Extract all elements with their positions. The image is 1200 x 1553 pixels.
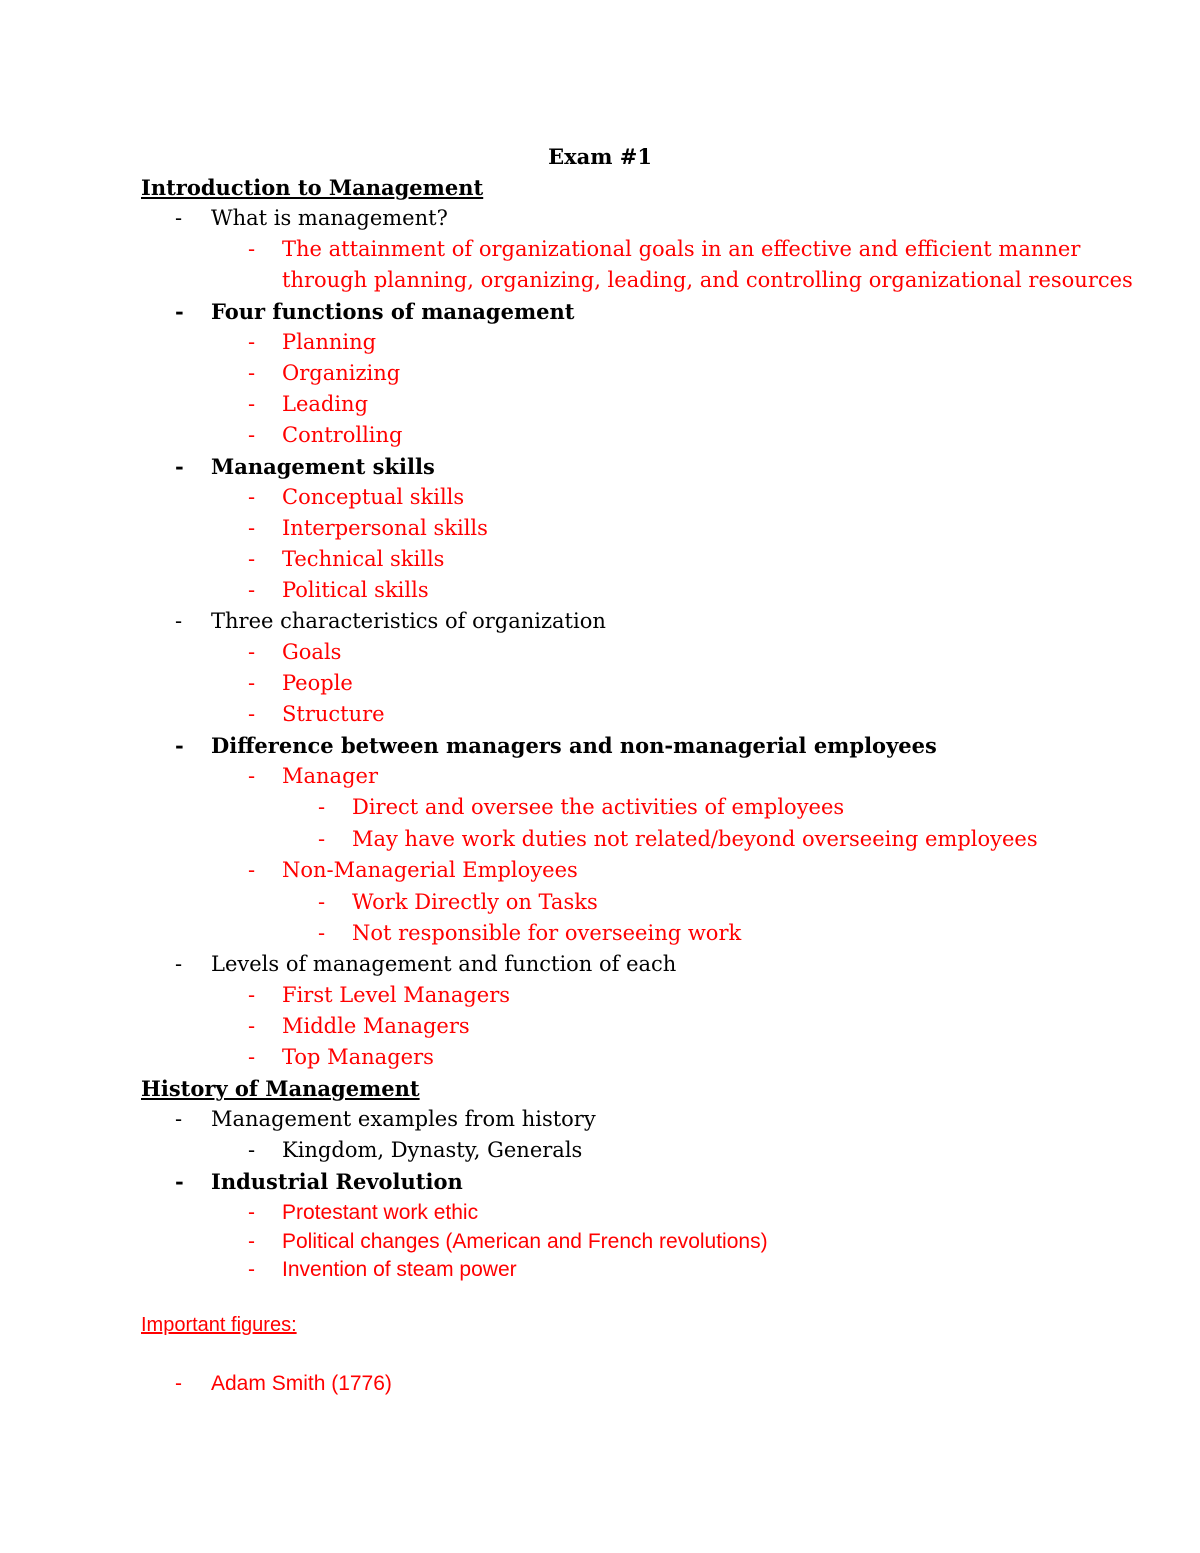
industrial-item: Protestant work ethic (282, 1201, 479, 1224)
non-managerial-point: Work Directly on Tasks (352, 890, 598, 914)
manager-point: May have work duties not related/beyond overseeing employees (352, 827, 1038, 851)
function-item: Planning (282, 330, 377, 354)
section-heading-history: History of Management (141, 1076, 420, 1101)
bullet-dash: - (248, 1045, 256, 1069)
characteristic-item: Goals (282, 640, 342, 664)
bullet-dash: - (248, 1230, 255, 1253)
question-what-is-management: What is management? (211, 206, 448, 230)
non-managerial-point: Not responsible for overseeing work (352, 921, 742, 945)
list-item (0, 1226, 1200, 1257)
list-item (0, 1011, 1200, 1042)
bullet-dash: - (175, 299, 184, 324)
list-item (0, 420, 1200, 451)
characteristic-item: Structure (282, 702, 385, 726)
bullet-dash: - (248, 392, 256, 416)
bullet-dash: - (175, 1169, 184, 1194)
list-item (0, 949, 1200, 980)
bullet-dash: - (248, 702, 256, 726)
definition-line-1: The attainment of organizational goals in an effective and efficient manner (282, 237, 1081, 261)
list-item (0, 918, 1200, 949)
bullet-dash: - (318, 827, 326, 851)
bullet-dash: - (175, 1372, 182, 1395)
skills-heading: Management skills (211, 454, 435, 479)
manager-point: Direct and oversee the activities of employees (352, 795, 845, 819)
level-item: Middle Managers (282, 1014, 470, 1038)
list-item (0, 855, 1200, 886)
definition-line-2: through planning, organizing, leading, and controlling organizational resources (282, 268, 1133, 292)
examples-item: Kingdom, Dynasty, Generals (282, 1138, 583, 1162)
skill-item: Conceptual skills (282, 485, 465, 509)
bullet-dash: - (248, 1258, 255, 1281)
bullet-dash: - (248, 578, 256, 602)
list-item (0, 1042, 1200, 1073)
examples-heading: Management examples from history (211, 1107, 596, 1131)
list-item (0, 887, 1200, 918)
list-item (0, 513, 1200, 544)
skill-item: Political skills (282, 578, 429, 602)
list-item (0, 544, 1200, 575)
non-managerial-label: Non-Managerial Employees (282, 858, 578, 882)
list-item (0, 637, 1200, 668)
list-item (0, 1197, 1200, 1228)
bullet-dash: - (248, 423, 256, 447)
level-item: Top Managers (282, 1045, 434, 1069)
list-item (0, 296, 1200, 327)
list-item (0, 980, 1200, 1011)
bullet-dash: - (248, 671, 256, 695)
industrial-heading: Industrial Revolution (211, 1169, 463, 1194)
list-item (0, 761, 1200, 792)
bullet-dash: - (248, 361, 256, 385)
bullet-dash: - (175, 952, 183, 976)
function-item: Leading (282, 392, 369, 416)
list-item (0, 699, 1200, 730)
bullet-dash: - (248, 485, 256, 509)
bullet-dash: - (248, 858, 256, 882)
list-item-continuation (0, 265, 1200, 296)
bullet-dash: - (248, 1014, 256, 1038)
levels-heading: Levels of management and function of each (211, 952, 677, 976)
section-heading-intro: Introduction to Management (141, 175, 484, 200)
bullet-dash: - (175, 206, 183, 230)
characteristic-item: People (282, 671, 353, 695)
list-item (0, 1135, 1200, 1166)
bullet-dash: - (248, 330, 256, 354)
list-item (0, 730, 1200, 761)
bullet-dash: - (175, 454, 184, 479)
characteristics-heading: Three characteristics of organization (211, 609, 606, 633)
bullet-dash: - (318, 921, 326, 945)
list-item (0, 451, 1200, 482)
list-item (0, 234, 1200, 265)
page-title: Exam #1 (548, 144, 652, 169)
list-item (0, 1254, 1200, 1285)
manager-label: Manager (282, 764, 378, 788)
skill-item: Technical skills (282, 547, 445, 571)
bullet-dash: - (318, 795, 326, 819)
list-item (0, 606, 1200, 637)
bullet-dash: - (248, 516, 256, 540)
bullet-dash: - (248, 237, 256, 261)
four-functions-heading: Four functions of management (211, 299, 575, 324)
bullet-dash: - (248, 764, 256, 788)
list-item (0, 389, 1200, 420)
function-item: Controlling (282, 423, 403, 447)
bullet-dash: - (248, 640, 256, 664)
list-item (0, 792, 1200, 823)
bullet-dash: - (248, 547, 256, 571)
list-item (0, 203, 1200, 234)
industrial-item: Political changes (American and French revolutions) (282, 1230, 768, 1253)
bullet-dash: - (248, 1201, 255, 1224)
difference-heading: Difference between managers and non-managerial employees (211, 733, 937, 758)
list-item (0, 358, 1200, 389)
bullet-dash: - (175, 733, 184, 758)
list-item (0, 575, 1200, 606)
list-item (0, 1104, 1200, 1135)
important-figures-heading: Important figures: (141, 1314, 297, 1336)
figure-item: Adam Smith (1776) (211, 1372, 392, 1395)
bullet-dash: - (248, 983, 256, 1007)
list-item (0, 824, 1200, 855)
list-item (0, 1166, 1200, 1197)
list-item (0, 482, 1200, 513)
skill-item: Interpersonal skills (282, 516, 488, 540)
industrial-item: Invention of steam power (282, 1258, 517, 1281)
bullet-dash: - (175, 1107, 183, 1131)
list-item (0, 1368, 1200, 1399)
list-item (0, 327, 1200, 358)
bullet-dash: - (248, 1138, 256, 1162)
bullet-dash: - (175, 609, 183, 633)
list-item (0, 668, 1200, 699)
function-item: Organizing (282, 361, 401, 385)
level-item: First Level Managers (282, 983, 511, 1007)
bullet-dash: - (318, 890, 326, 914)
